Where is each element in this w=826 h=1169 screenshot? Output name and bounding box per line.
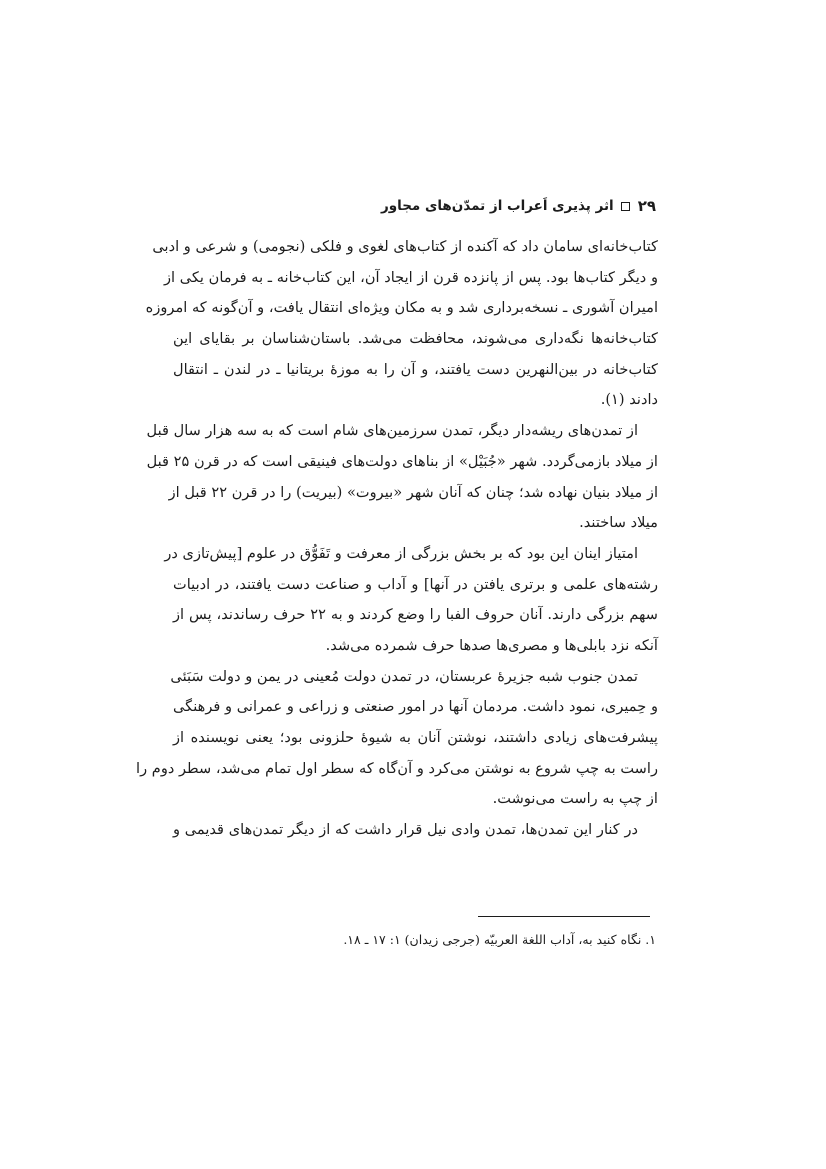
text-line: از میلاد بازمی‌گردد. شهر «جُبَیْل» از بناهای دولت‌های فینیقی است که در قرن ۲۵ قبل [146,452,658,470]
paragraph-5 [173,815,658,846]
text-line: از تمدن‌های ریشه‌دار دیگر، تمدن سرزمین‌های شام است که به سه هزار سال قبل [146,422,638,440]
text-line: امیران آشوری ـ نسخه‌برداری شد و به مکان ویژه‌ای انتقال یافت، و آن‌گونه که امروزه [145,299,658,317]
text-line: از چپ به راست می‌نوشت. [492,790,658,808]
text-line: کتاب‌خانه در بین‌النهرین دست یافتند، و آن را به موزهٔ بریتانیا ـ در لندن ـ انتقال [173,360,658,378]
paragraph-2 [146,416,658,539]
square-ornament-icon [621,202,630,211]
text-line: راست به چپ شروع به نوشتن می‌کرد و آن‌گاه که سطر اول تمام می‌شد، سطر دوم را [136,759,658,777]
text-line: و حِمیری، نمود داشت. مردمان آنها در امور صنعتی و زراعی و عمرانی و فرهنگی [173,698,658,716]
paragraph-3 [164,539,659,662]
page-header [176,193,656,219]
text-line: و دیگر کتاب‌ها بود. پس از پانزده قرن از ایجاد آن، این کتاب‌خانه ـ به فرمان یکی از [163,268,658,286]
text-line: کتاب‌خانه‌ای سامان داد که آکنده از کتاب‌های لغوی و فلکی (نجومی) و شرعی و ادبی [152,238,658,255]
paragraph-1 [145,232,658,416]
text-line: از میلاد بنیان نهاده شد؛ چنان که آنان شهر «بیروت» (بیریت) را در قرن ۲۲ قبل از [168,483,658,501]
footnote: ۱. نگاه کنید به، آداب اللغة العربیّه (جرجی زیدان) ۱: ۱۷ ـ ۱۸. [343,932,656,947]
page-number: ۲۹ [637,197,656,215]
text-line: پیشرفت‌های زیادی داشتند، نوشتن آنان به شیوهٔ حلزونی بود؛ یعنی نویسنده از [173,729,658,746]
paragraph-4 [136,662,658,815]
text-line: امتیاز اینان این بود که بر بخش بزرگی از معرفت و تَفَوُّق در علوم [پیش‌تازی در [164,544,638,562]
running-title: اثر پذیری اَعراب از تمدّن‌های مجاور [380,198,614,214]
footnote-divider [478,916,650,917]
body-text [136,232,659,846]
text-line: در کنار این تمدن‌ها، تمدن وادی نیل قرار داشت که از دیگر تمدن‌های قدیمی و [173,821,638,839]
text-line: میلاد ساختند. [579,514,658,532]
text-line: رشته‌های علمی و برتری یافتن در آنها] و آداب و صناعت دست یافتند، در ادبیات [173,575,658,593]
text-line: دادند (۱). [600,391,658,409]
text-line: آنکه نزد بابلی‌ها و مصری‌ها صدها حرف شمرده می‌شد. [325,636,658,654]
text-line: تمدن جنوب شبه جزیرهٔ عربستان، در تمدن دولت مُعینی در یمن و دولت سَبَئی [170,667,638,685]
text-line: سهم بزرگی دارند. آنان حروف الفبا را وضع کردند و به ۲۲ حرف رساندند، پس از [173,606,659,624]
text-line: کتاب‌خانه‌ها نگه‌داری می‌شوند، محافظت می‌شد. باستان‌شناسان بر بقایای این [173,330,658,348]
